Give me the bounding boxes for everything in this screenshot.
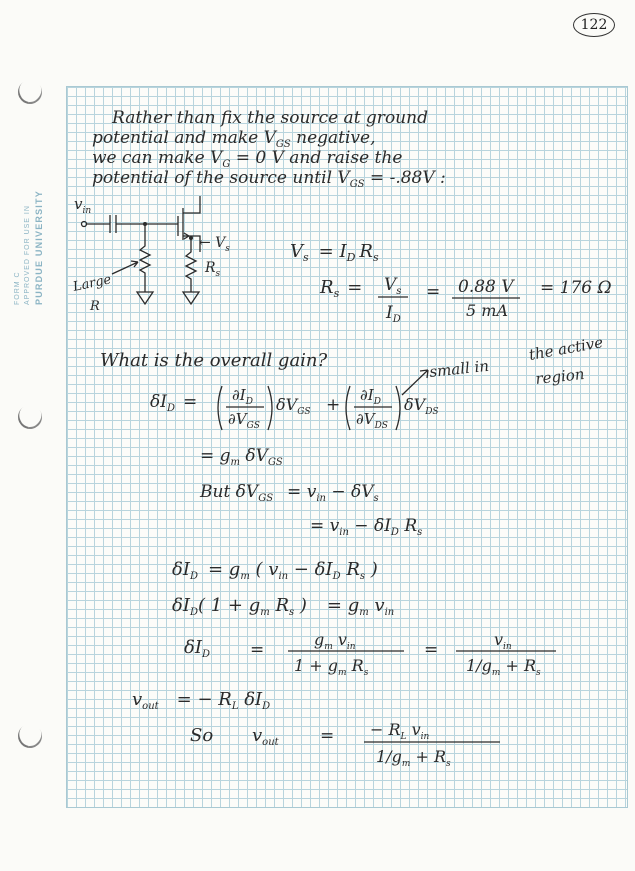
gain-question: What is the overall gain?: [100, 350, 328, 371]
so-numerator: − $R_L$ $v_{in}$: [370, 720, 430, 742]
so-lhs: $v_{out}$: [252, 725, 279, 748]
so-denominator: $1/g_m + R_s$: [376, 747, 451, 769]
vs-equation: $V_s = I_D$ $R_s$: [290, 241, 379, 264]
plus-sign: +: [326, 395, 341, 415]
equation-2: $\delta I_D$( $1 + g_m$ $R_s$ ) = $g_m$ $v_{in}$: [172, 595, 395, 618]
intro-line-1: Rather than fix the source at ground: [112, 108, 428, 128]
note-arrow: [402, 370, 428, 395]
intro-line-4: potential of the source until $V_{GS} = -.88V$ :: [92, 168, 446, 190]
equation-1: $\delta I_D = g_m$ ( $v_{in} - \delta I_D$ $R_s$ ): [172, 559, 378, 582]
partial-den-1: $\partial V_{GS}$: [228, 410, 260, 431]
rs-label-lhs: $R_s$ =: [320, 277, 363, 300]
equals-sign: =: [320, 726, 335, 746]
dvgs-term: $\delta V_{GS}$: [276, 395, 311, 417]
region-note: region: [534, 364, 586, 388]
rs-num-value: 0.88 V: [458, 277, 514, 297]
rs-frac-den: $I_D$: [386, 303, 401, 325]
eq3-numerator-2: $v_{in}$: [494, 630, 512, 652]
equals-sign: =: [424, 640, 439, 660]
partial-num-2: $\partial I_D$: [360, 386, 381, 407]
large-r-label: R: [90, 299, 100, 314]
source-resistor: [183, 238, 199, 304]
vs-label: ← $V_s$: [199, 235, 230, 254]
active-note: the active: [527, 333, 605, 364]
partial-num-1: $\partial I_D$: [232, 386, 253, 407]
small-note: small in: [428, 356, 490, 381]
intro-line-3: we can make $V_G = 0$ V and raise the: [92, 148, 403, 170]
mosfet-symbol: [178, 196, 200, 252]
large-r-arrow: [112, 261, 138, 274]
so-label: So: [190, 725, 214, 746]
gm-line: = $g_m$ $\delta V_{GS}$: [200, 446, 283, 468]
dvds-term: $\delta V_{DS}$: [404, 395, 439, 417]
page-number: 122: [573, 13, 615, 37]
rs-label: $R_s$: [205, 260, 221, 279]
input-label: $v_{in}$: [74, 195, 92, 216]
rs-result: = 176 Ω: [540, 278, 612, 298]
rs-den-value: 5 mA: [466, 301, 508, 320]
vout-equation: $v_{out}$ = − $R_L$ $\delta I_D$: [132, 689, 271, 712]
partial-den-2: $\partial V_{DS}$: [356, 410, 388, 431]
coupling-capacitor: [87, 215, 178, 233]
large-resistor: [137, 224, 153, 304]
equals-sign: =: [250, 640, 265, 660]
substitution-line: = $v_{in} - \delta I_D$ $R_s$: [310, 516, 423, 538]
eq3-denominator-2: $1/g_m + R_s$: [466, 656, 541, 678]
eq3-numerator: $g_m$ $v_{in}$: [314, 630, 356, 652]
large-label: Large: [71, 272, 113, 295]
mosfet-circuit: [71, 195, 231, 314]
equals-sign: =: [426, 282, 441, 302]
stamp-approved: APPROVED FOR USE IN: [24, 205, 31, 305]
but-line: But $\delta V_{GS} = v_{in} - \delta V_s$: [200, 482, 379, 504]
input-terminal: [82, 222, 87, 227]
dID-lhs: $\delta I_D$ =: [150, 392, 198, 414]
stamp-form: FORM C: [14, 271, 21, 305]
equation-3-lhs: $\delta I_D$: [184, 637, 210, 660]
eq3-denominator: $1 + g_m$ $R_s$: [294, 656, 369, 678]
rs-frac-num: $V_s$: [384, 275, 402, 297]
intro-line-2: potential and make $V_{GS}$ negative,: [92, 128, 376, 150]
stamp-university: PURDUE UNIVERSITY: [34, 190, 44, 305]
